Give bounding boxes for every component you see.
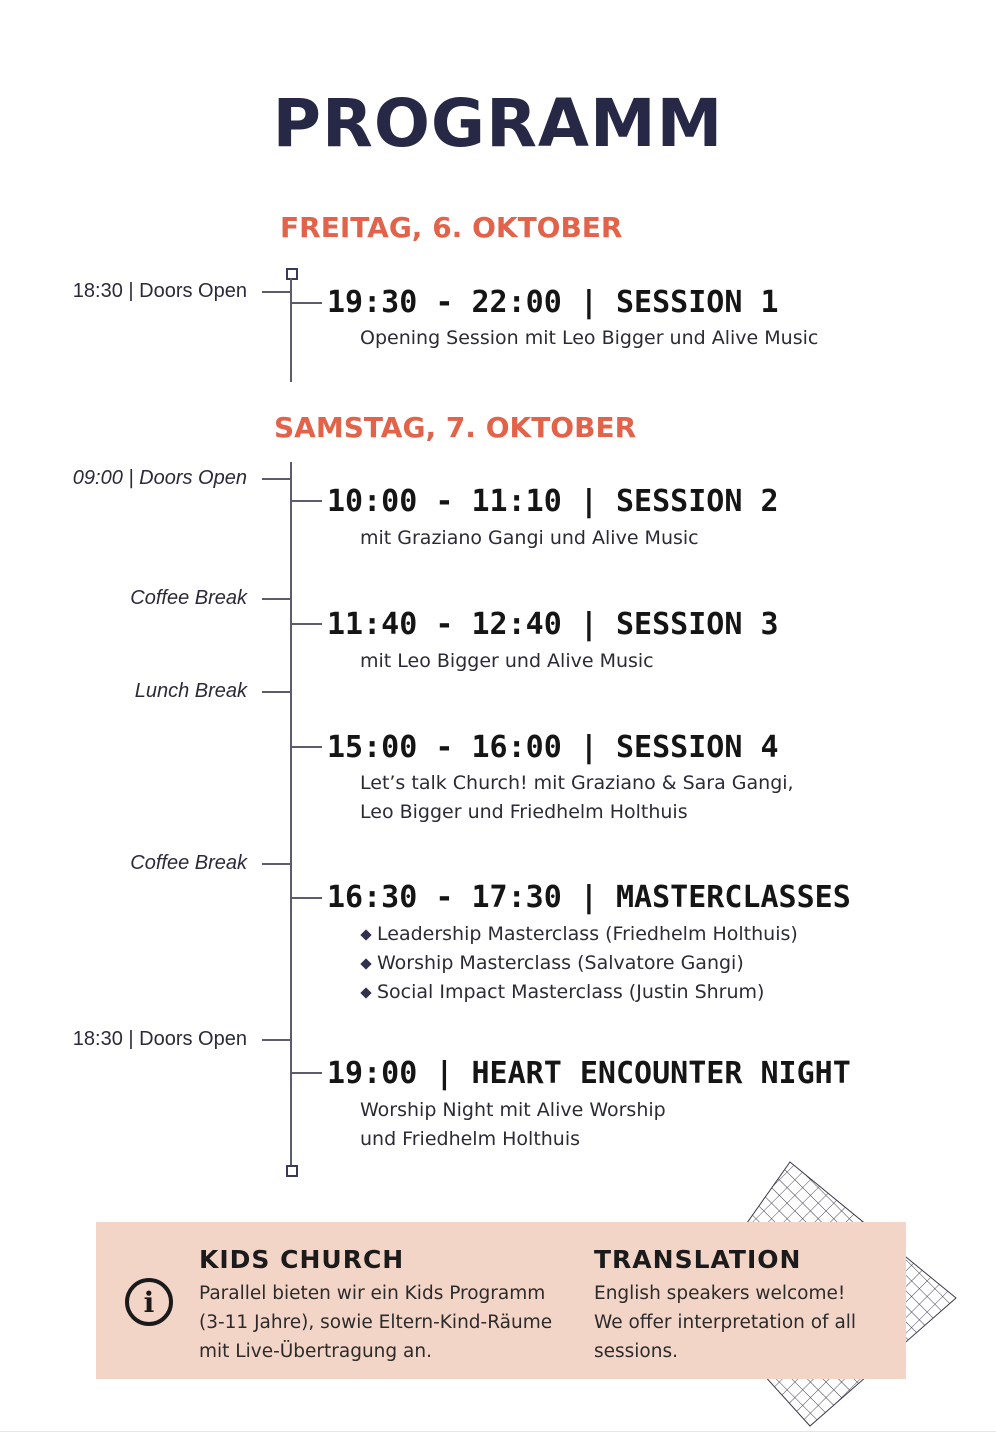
tick xyxy=(262,1039,290,1041)
saturday-left-label-2: Coffee Break xyxy=(130,587,247,609)
tick xyxy=(262,598,290,600)
friday-heading: FREITAG, 6. OKTOBER xyxy=(280,211,623,244)
saturday-left-label-3: Lunch Break xyxy=(134,680,247,702)
tick xyxy=(262,478,290,480)
translation-line-2: We offer interpretation of all xyxy=(594,1312,857,1333)
session-4-description-line-1: Let’s talk Church! mit Graziano & Sara Gangi, xyxy=(360,772,794,794)
saturday-left-label-1: 09:00 | Doors Open xyxy=(72,467,247,489)
saturday-left-label-4: Coffee Break xyxy=(130,852,247,874)
timeline-start-marker xyxy=(286,268,298,280)
session-3-description: mit Leo Bigger und Alive Music xyxy=(360,650,654,672)
session-1-description: Opening Session mit Leo Bigger und Alive Music xyxy=(360,327,819,349)
diamond-bullet-icon xyxy=(360,958,371,969)
masterclass-item xyxy=(360,978,764,1007)
page-bottom-divider xyxy=(0,1431,996,1432)
tick xyxy=(292,500,322,502)
tick xyxy=(292,623,322,625)
saturday-timeline xyxy=(290,462,292,1166)
session-2-description: mit Graziano Gangi und Alive Music xyxy=(360,527,699,549)
diamond-bullet-icon xyxy=(360,987,371,998)
kids-church-heading: KIDS CHURCH xyxy=(199,1245,405,1274)
session-4-description-line-2: Leo Bigger und Friedhelm Holthuis xyxy=(360,801,688,823)
session-3-heading: 11:40 - 12:40 | SESSION 3 xyxy=(327,607,779,642)
saturday-heading: SAMSTAG, 7. OKTOBER xyxy=(274,411,637,444)
masterclass-item xyxy=(360,920,798,949)
session-4-heading: 15:00 - 16:00 | SESSION 4 xyxy=(327,730,779,765)
masterclasses-heading: 16:30 - 17:30 | MASTERCLASSES xyxy=(327,880,851,915)
kids-church-line-3: mit Live-Übertragung an. xyxy=(199,1341,432,1362)
tick xyxy=(262,863,290,865)
masterclass-item-label: Social Impact Masterclass (Justin Shrum) xyxy=(377,981,765,1003)
session-2-heading: 10:00 - 11:10 | SESSION 2 xyxy=(327,484,779,519)
tick xyxy=(292,897,322,899)
page-title: PROGRAMM xyxy=(272,85,724,162)
masterclass-item-label: Worship Masterclass (Salvatore Gangi) xyxy=(377,952,744,974)
diamond-bullet-icon xyxy=(360,929,371,940)
session-1-heading: 19:30 - 22:00 | SESSION 1 xyxy=(327,285,779,320)
info-icon: i xyxy=(125,1278,173,1326)
translation-line-1: English speakers welcome! xyxy=(594,1283,846,1304)
tick xyxy=(262,291,290,293)
masterclass-item-label: Leadership Masterclass (Friedhelm Holthuis) xyxy=(377,923,798,945)
tick xyxy=(292,746,322,748)
heart-encounter-heading: 19:00 | HEART ENCOUNTER NIGHT xyxy=(327,1056,851,1091)
translation-line-3: sessions. xyxy=(594,1341,678,1362)
kids-church-line-1: Parallel bieten wir ein Kids Programm xyxy=(199,1283,546,1304)
heart-encounter-description-line-2: und Friedhelm Holthuis xyxy=(360,1128,581,1150)
kids-church-line-2: (3-11 Jahre), sowie Eltern-Kind-Räume xyxy=(199,1312,553,1333)
tick xyxy=(262,691,290,693)
timeline-end-marker xyxy=(286,1165,298,1177)
friday-timeline xyxy=(290,278,292,382)
masterclass-item xyxy=(360,949,744,978)
translation-heading: TRANSLATION xyxy=(594,1245,802,1274)
tick xyxy=(292,1072,322,1074)
tick xyxy=(292,302,322,304)
saturday-left-label-5: 18:30 | Doors Open xyxy=(72,1028,247,1050)
heart-encounter-description-line-1: Worship Night mit Alive Worship xyxy=(360,1099,666,1121)
friday-left-label-1: 18:30 | Doors Open xyxy=(72,280,247,302)
